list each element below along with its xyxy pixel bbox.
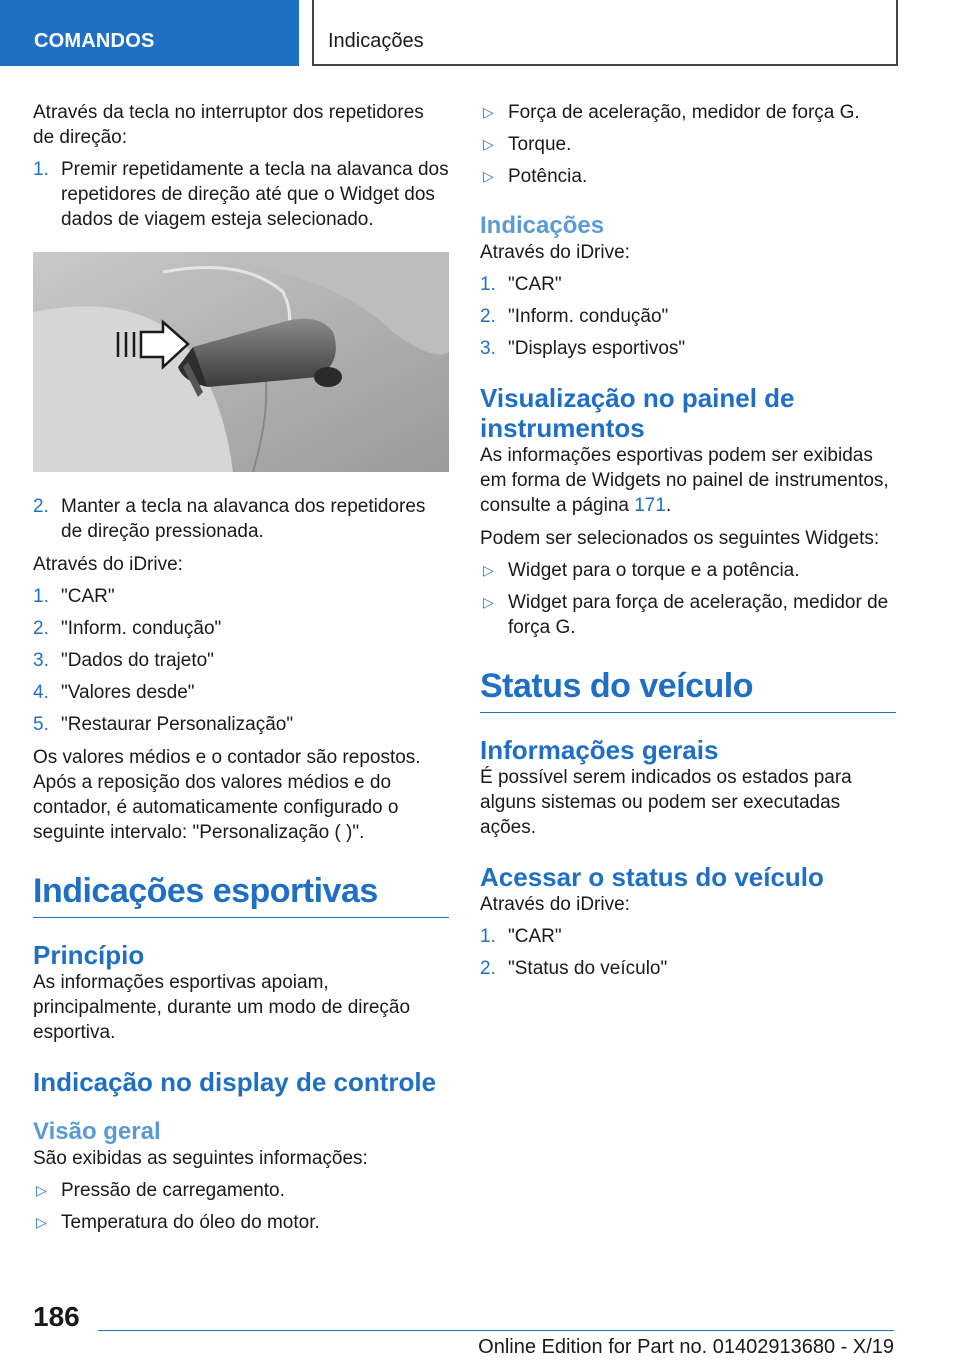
list-item <box>480 100 896 125</box>
list-item <box>33 712 449 737</box>
section-tab <box>0 0 299 66</box>
list-item <box>480 924 896 949</box>
menu-entry: "Dados do trajeto" <box>61 650 214 671</box>
principle-text: As informações esportivas apoiam, principalmente, durante um modo de direção esportiva. <box>33 972 411 1043</box>
indications-menu-path <box>480 272 896 361</box>
step-text: Manter a tecla na alavanca dos repetidores de direção pressionada. <box>61 496 426 542</box>
display-heading: Indicação no display de controle <box>33 1067 437 1097</box>
left-column <box>33 100 449 1235</box>
menu-entry: "CAR" <box>508 274 562 295</box>
step-number: 3. <box>480 338 496 359</box>
intro-text: Através da tecla no interruptor dos repetidores de direção: <box>33 102 424 148</box>
page-reference-link[interactable]: 171 <box>634 495 666 516</box>
list-item <box>480 336 896 361</box>
step-number: 2. <box>480 958 496 979</box>
list-item <box>480 304 896 329</box>
instrument-cluster-text-body: As informações esportivas podem ser exibidas em forma de Widgets no painel de instrumentos, consulte a página <box>480 445 889 516</box>
idrive-intro: Através do iDrive: <box>33 554 183 575</box>
overview-list-continued <box>480 100 896 189</box>
right-column <box>480 100 896 981</box>
step-number: 1. <box>480 274 496 295</box>
widgets-list <box>480 558 896 640</box>
list-item <box>480 132 896 157</box>
step-number: 2. <box>480 306 496 327</box>
step-text: Premir repetidamente a tecla na alavanca dos repetidores de direção até que o Widget dos dados de viagem esteja selecionado. <box>61 159 449 230</box>
triangle-bullet-icon: ▷ <box>483 168 494 184</box>
indications-heading: Indicações <box>480 212 605 239</box>
menu-entry: "Status do veículo" <box>508 958 668 979</box>
menu-entry: "Inform. condução" <box>508 306 669 327</box>
steps-list-a <box>33 157 449 232</box>
item-text: Widget para força de aceleração, medidor de força G. <box>508 592 889 638</box>
menu-entry: "Restaurar Personalização" <box>61 714 294 735</box>
section-title: COMANDOS <box>34 30 155 52</box>
item-text: Widget para o torque e a potência. <box>508 560 800 581</box>
page-number: 186 <box>33 1301 80 1332</box>
access-status-heading: Acessar o status do veículo <box>480 862 824 892</box>
triangle-bullet-icon: ▷ <box>36 1214 47 1230</box>
step-number: 2. <box>33 496 49 517</box>
instrument-cluster-heading: Visualização no painel de instrumentos <box>480 383 795 443</box>
list-item <box>33 157 449 232</box>
item-text: Força de aceleração, medidor de força G. <box>508 102 860 123</box>
menu-entry: "CAR" <box>508 926 562 947</box>
step-number: 5. <box>33 714 49 735</box>
item-text: Temperatura do óleo do motor. <box>61 1212 320 1233</box>
menu-entry: "Inform. condução" <box>61 618 222 639</box>
menu-entry: "Displays esportivos" <box>508 338 686 359</box>
list-item <box>33 1210 449 1235</box>
triangle-bullet-icon: ▷ <box>483 562 494 578</box>
triangle-bullet-icon: ▷ <box>483 594 494 610</box>
general-info-text: É possível serem indicados os estados para alguns sistemas ou podem ser executadas ações. <box>480 767 852 838</box>
indications-idrive: Através do iDrive: <box>480 242 630 263</box>
list-item <box>480 956 896 981</box>
chapter-tab <box>312 0 898 66</box>
instrument-cluster-text-end: . <box>665 495 672 516</box>
list-item <box>33 648 449 673</box>
list-item <box>480 272 896 297</box>
step-number: 4. <box>33 682 49 703</box>
list-item <box>480 558 896 583</box>
access-idrive: Através do iDrive: <box>480 894 630 915</box>
step-number: 2. <box>33 618 49 639</box>
list-item <box>33 494 449 544</box>
principle-heading: Princípio <box>33 940 145 970</box>
instrument-cluster-text <box>480 443 896 518</box>
list-item <box>33 616 449 641</box>
item-text: Potência. <box>508 166 588 187</box>
item-text: Torque. <box>508 134 572 155</box>
menu-entry: "CAR" <box>61 586 115 607</box>
section-heading-sport: Indicações esportivas <box>33 871 449 918</box>
step-number: 1. <box>480 926 496 947</box>
step-number: 1. <box>33 586 49 607</box>
footer-edition: Online Edition for Part no. 01402913680 - X/19 <box>478 1336 894 1358</box>
section-heading-vehicle-status: Status do veículo <box>480 666 896 713</box>
triangle-bullet-icon: ▷ <box>36 1182 47 1198</box>
chapter-title: Indicações <box>328 30 424 52</box>
steps-list-b <box>33 494 449 544</box>
turn-signal-lever-image <box>33 252 449 472</box>
overview-text: São exibidas as seguintes informações: <box>33 1148 368 1169</box>
reset-text: Os valores médios e o contador são repostos. Após a reposição dos valores médios e do contador, é automaticamente configurado o seguinte intervalo: "Personalização ( )". <box>33 747 421 843</box>
overview-list <box>33 1178 449 1235</box>
general-info-heading: Informações gerais <box>480 735 719 765</box>
list-item <box>480 164 896 189</box>
widgets-intro: Podem ser selecionados os seguintes Widgets: <box>480 528 880 549</box>
triangle-bullet-icon: ▷ <box>483 136 494 152</box>
step-number: 3. <box>33 650 49 671</box>
item-text: Pressão de carregamento. <box>61 1180 285 1201</box>
footer-divider <box>98 1330 894 1331</box>
step-number: 1. <box>33 159 49 180</box>
list-item <box>33 680 449 705</box>
idrive-menu-path <box>33 584 449 737</box>
list-item <box>480 590 896 640</box>
list-item <box>33 1178 449 1203</box>
list-item <box>33 584 449 609</box>
menu-entry: "Valores desde" <box>61 682 195 703</box>
access-menu-path <box>480 924 896 981</box>
triangle-bullet-icon: ▷ <box>483 104 494 120</box>
overview-heading: Visão geral <box>33 1118 161 1145</box>
